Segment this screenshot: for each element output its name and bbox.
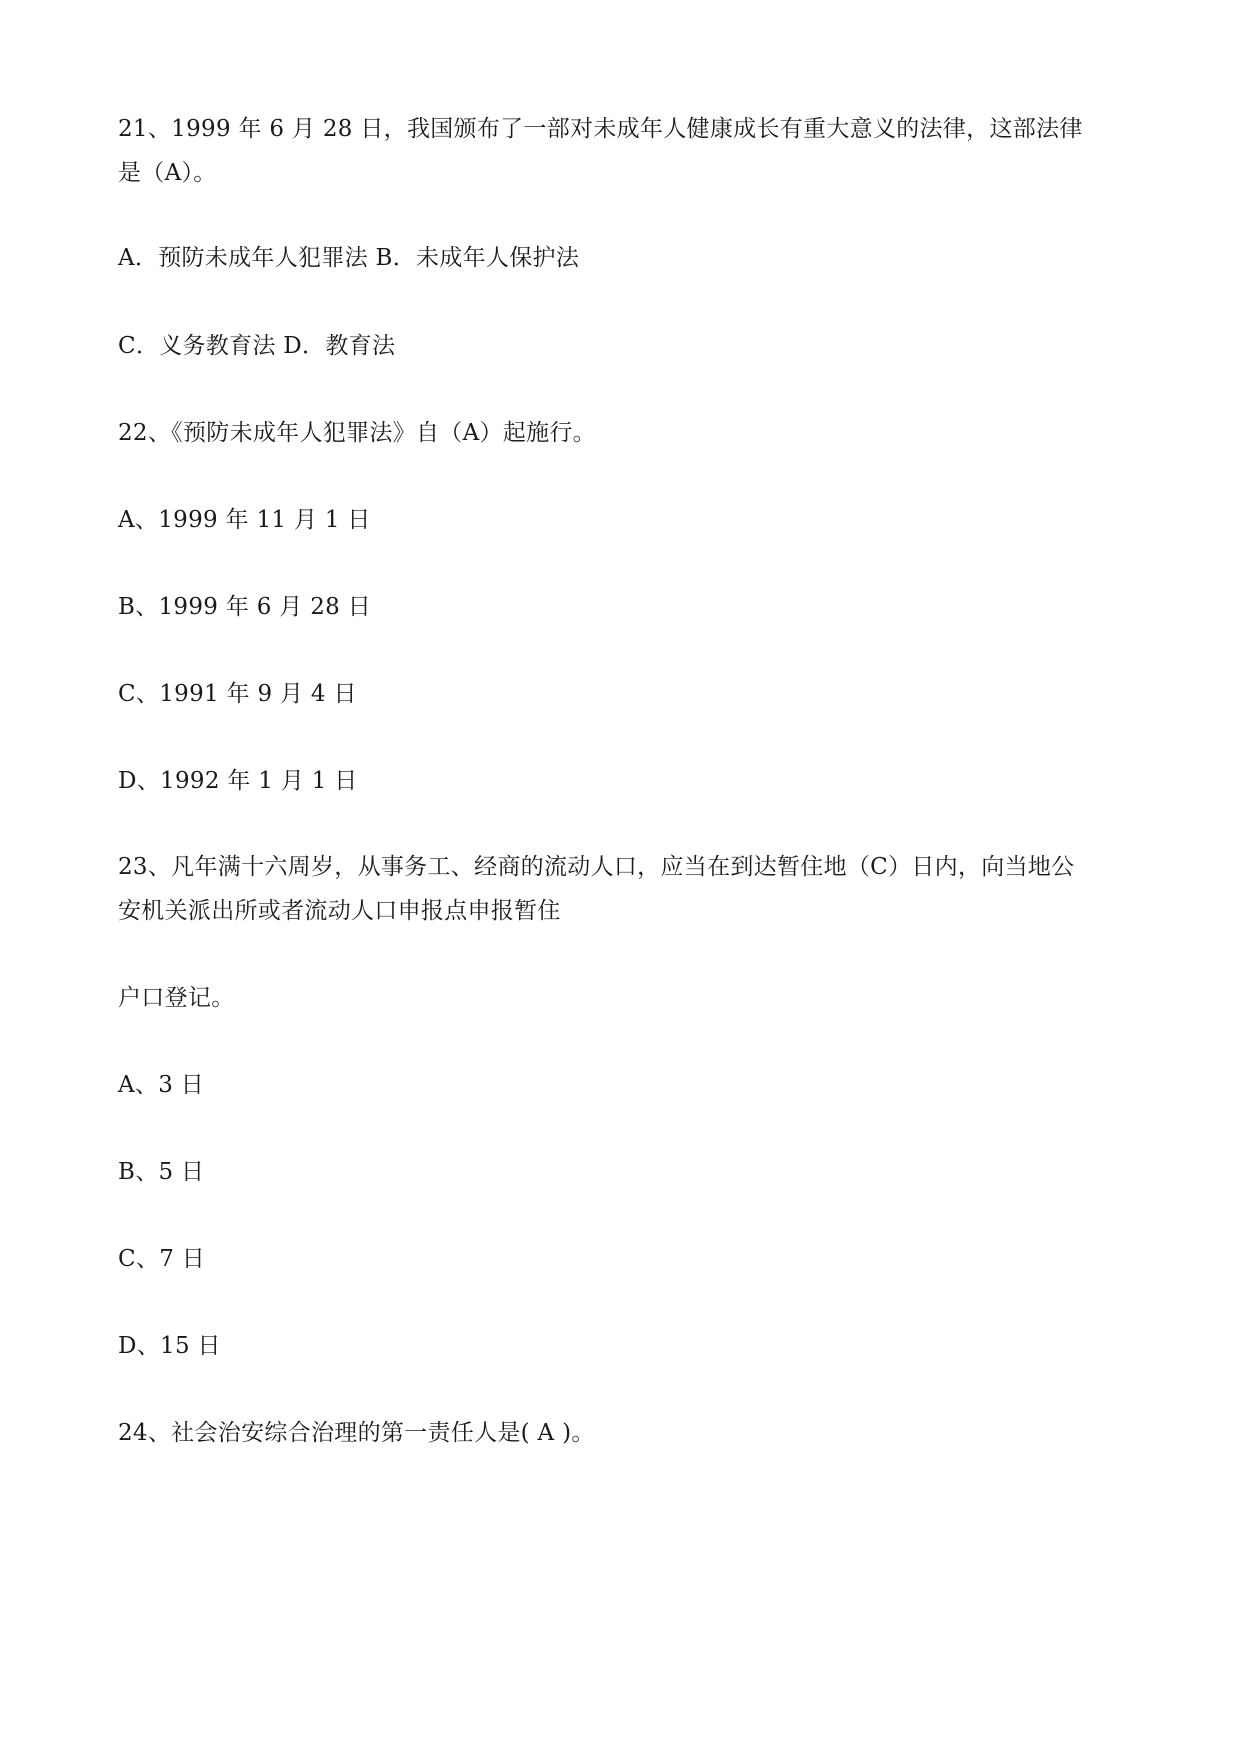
question-23-option-a: A、3 日 (118, 1072, 205, 1098)
question-21-stem-line-1: 21、1999 年 6 月 28 日，我国颁布了一部对未成年人健康成长有重大意义的法律，这部法律 (118, 116, 1083, 142)
question-23-stem-line-2: 安机关派出所或者流动人口申报点申报暂住 (118, 898, 561, 924)
question-24-stem: 24、社会治安综合治理的第一责任人是( A )。 (118, 1420, 595, 1446)
question-23-stem-line-1: 23、凡年满十六周岁，从事务工、经商的流动人口，应当在到达暂住地（C）日内，向当地公 (118, 854, 1075, 880)
question-21-options-a-b: A．预防未成年人犯罪法 B．未成年人保护法 (118, 245, 580, 271)
question-22-option-a: A、1999 年 11 月 1 日 (118, 507, 371, 533)
question-22-option-c: C、1991 年 9 月 4 日 (118, 681, 357, 707)
question-23-stem-line-3: 户口登记。 (118, 985, 235, 1011)
question-23-option-b: B、5 日 (118, 1159, 205, 1185)
question-21-options-c-d: C．义务教育法 D．教育法 (118, 333, 396, 359)
question-22-stem: 22、《预防未成年人犯罪法》自（A）起施行。 (118, 420, 596, 446)
question-21-stem-line-2: 是（A）。 (118, 160, 217, 186)
question-22-option-b: B、1999 年 6 月 28 日 (118, 594, 371, 620)
question-22-option-d: D、1992 年 1 月 1 日 (118, 768, 358, 794)
question-23-option-c: C、7 日 (118, 1246, 206, 1272)
question-23-option-d: D、15 日 (118, 1333, 221, 1359)
